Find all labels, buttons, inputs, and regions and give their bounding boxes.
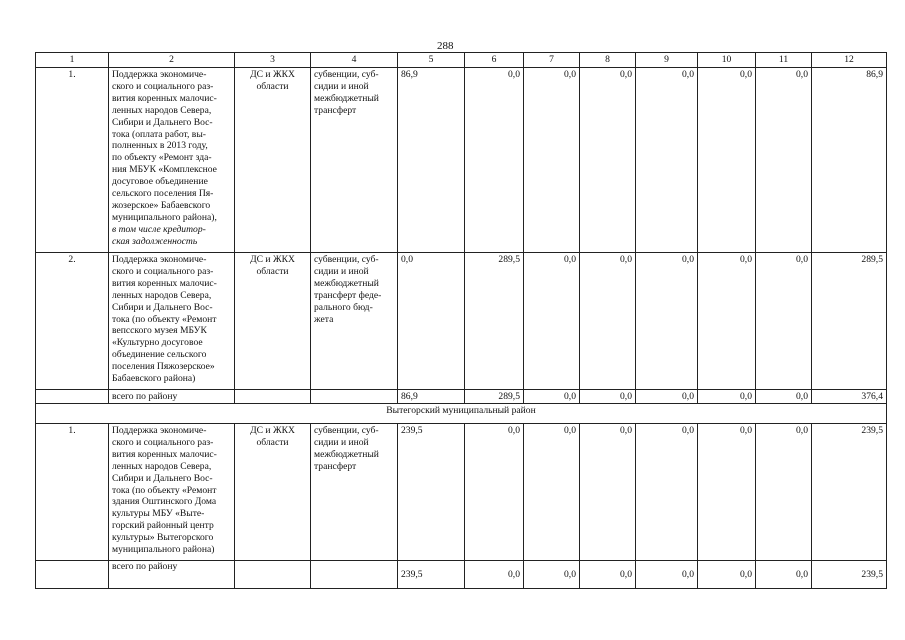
value-cell: 239,5 (398, 561, 465, 589)
total-label: всего по району (109, 561, 235, 589)
value-cell: 0,0 (698, 561, 756, 589)
district-name: Вытегорский муниципальный район (36, 404, 887, 424)
value-cell: 0,0 (698, 68, 756, 253)
value-cell: 239,5 (812, 561, 887, 589)
value-cell: 289,5 (465, 390, 524, 404)
column-header: 6 (465, 53, 524, 68)
value-cell: 86,9 (812, 68, 887, 253)
column-header: 7 (524, 53, 580, 68)
value-cell: 0,0 (580, 390, 636, 404)
value-cell: 0,0 (756, 390, 812, 404)
value-cell: 0,0 (636, 68, 698, 253)
district-total-row (36, 390, 887, 404)
funding-source: субвенции, суб- сидии и иной межбюджетный трансферт феде- рального бюд- жета (311, 253, 398, 390)
credit-note: в том числе кредитор- ская задолженность (112, 223, 206, 247)
value-cell: 0,0 (524, 68, 580, 253)
column-header: 8 (580, 53, 636, 68)
budget-table (35, 52, 887, 589)
value-cell: 0,0 (580, 561, 636, 589)
value-cell: 0,0 (465, 561, 524, 589)
value-cell: 86,9 (398, 390, 465, 404)
total-label: всего по району (109, 390, 235, 404)
column-header: 10 (698, 53, 756, 68)
value-cell: 0,0 (636, 253, 698, 390)
district-heading-row (36, 404, 887, 424)
value-cell: 0,0 (465, 68, 524, 253)
value-cell: 239,5 (812, 424, 887, 561)
table-row (36, 68, 887, 253)
value-cell: 0,0 (698, 424, 756, 561)
column-header: 9 (636, 53, 698, 68)
column-header: 1 (36, 53, 109, 68)
column-header: 4 (311, 53, 398, 68)
row-description (109, 68, 235, 253)
value-cell: 0,0 (698, 390, 756, 404)
row-index: 1. (36, 68, 109, 253)
value-cell: 0,0 (636, 390, 698, 404)
value-cell: 0,0 (580, 253, 636, 390)
value-cell: 0,0 (756, 561, 812, 589)
value-cell: 0,0 (524, 561, 580, 589)
row-index: 1. (36, 424, 109, 561)
value-cell: 86,9 (398, 68, 465, 253)
value-cell: 0,0 (756, 424, 812, 561)
column-header: 3 (235, 53, 311, 68)
department: ДС и ЖКХ области (235, 253, 311, 390)
row-description: Поддержка экономиче- ского и социального раз- вития коренных малочис- ленных народов Севера, Сибири и Дальнего Вос- тока (по объекту «Ремонт здания Оштинского Дома культуры МБУ «Выте- горский районный центр культуры» Вытегорского муниципального района) (109, 424, 235, 561)
row-index: 2. (36, 253, 109, 390)
value-cell: 0,0 (524, 390, 580, 404)
value-cell: 0,0 (524, 253, 580, 390)
description-text: Поддержка экономиче- ского и социального раз- вития коренных малочис- ленных народов Севера, Сибири и Дальнего Вос- тока (оплата работ, вы- полненных в 2013 году, по объекту «Ремонт зда- ния МБУК «Комплексное досуговое объединение сельского поселения Пя- жозерское» Бабаевского муниципального района), (112, 69, 217, 223)
column-header: 11 (756, 53, 812, 68)
column-header: 5 (398, 53, 465, 68)
value-cell: 239,5 (398, 424, 465, 561)
page-number: 288 (437, 40, 454, 52)
department: ДС и ЖКХ области (235, 68, 311, 253)
table-row (36, 253, 887, 390)
value-cell: 0,0 (580, 424, 636, 561)
value-cell: 376,4 (812, 390, 887, 404)
department: ДС и ЖКХ области (235, 424, 311, 561)
value-cell: 0,0 (636, 561, 698, 589)
value-cell: 0,0 (756, 68, 812, 253)
value-cell: 0,0 (524, 424, 580, 561)
column-header: 12 (812, 53, 887, 68)
district-total-row (36, 561, 887, 589)
value-cell: 0,0 (398, 253, 465, 390)
funding-source: субвенции, суб- сидии и иной межбюджетный трансферт (311, 68, 398, 253)
value-cell: 0,0 (465, 424, 524, 561)
value-cell: 0,0 (756, 253, 812, 390)
column-header: 2 (109, 53, 235, 68)
funding-source: субвенции, суб- сидии и иной межбюджетный трансферт (311, 424, 398, 561)
column-number-row (36, 53, 887, 68)
value-cell: 289,5 (465, 253, 524, 390)
value-cell: 289,5 (812, 253, 887, 390)
value-cell: 0,0 (636, 424, 698, 561)
row-description: Поддержка экономиче- ского и социального раз- вития коренных малочис- ленных народов Севера, Сибири и Дальнего Вос- тока (по объекту «Ремонт вепсского музея МБУК «Культурно досуговое объединение сельского поселения Пяжозерское» Бабаевского района) (109, 253, 235, 390)
table-row (36, 424, 887, 561)
value-cell: 0,0 (698, 253, 756, 390)
value-cell: 0,0 (580, 68, 636, 253)
